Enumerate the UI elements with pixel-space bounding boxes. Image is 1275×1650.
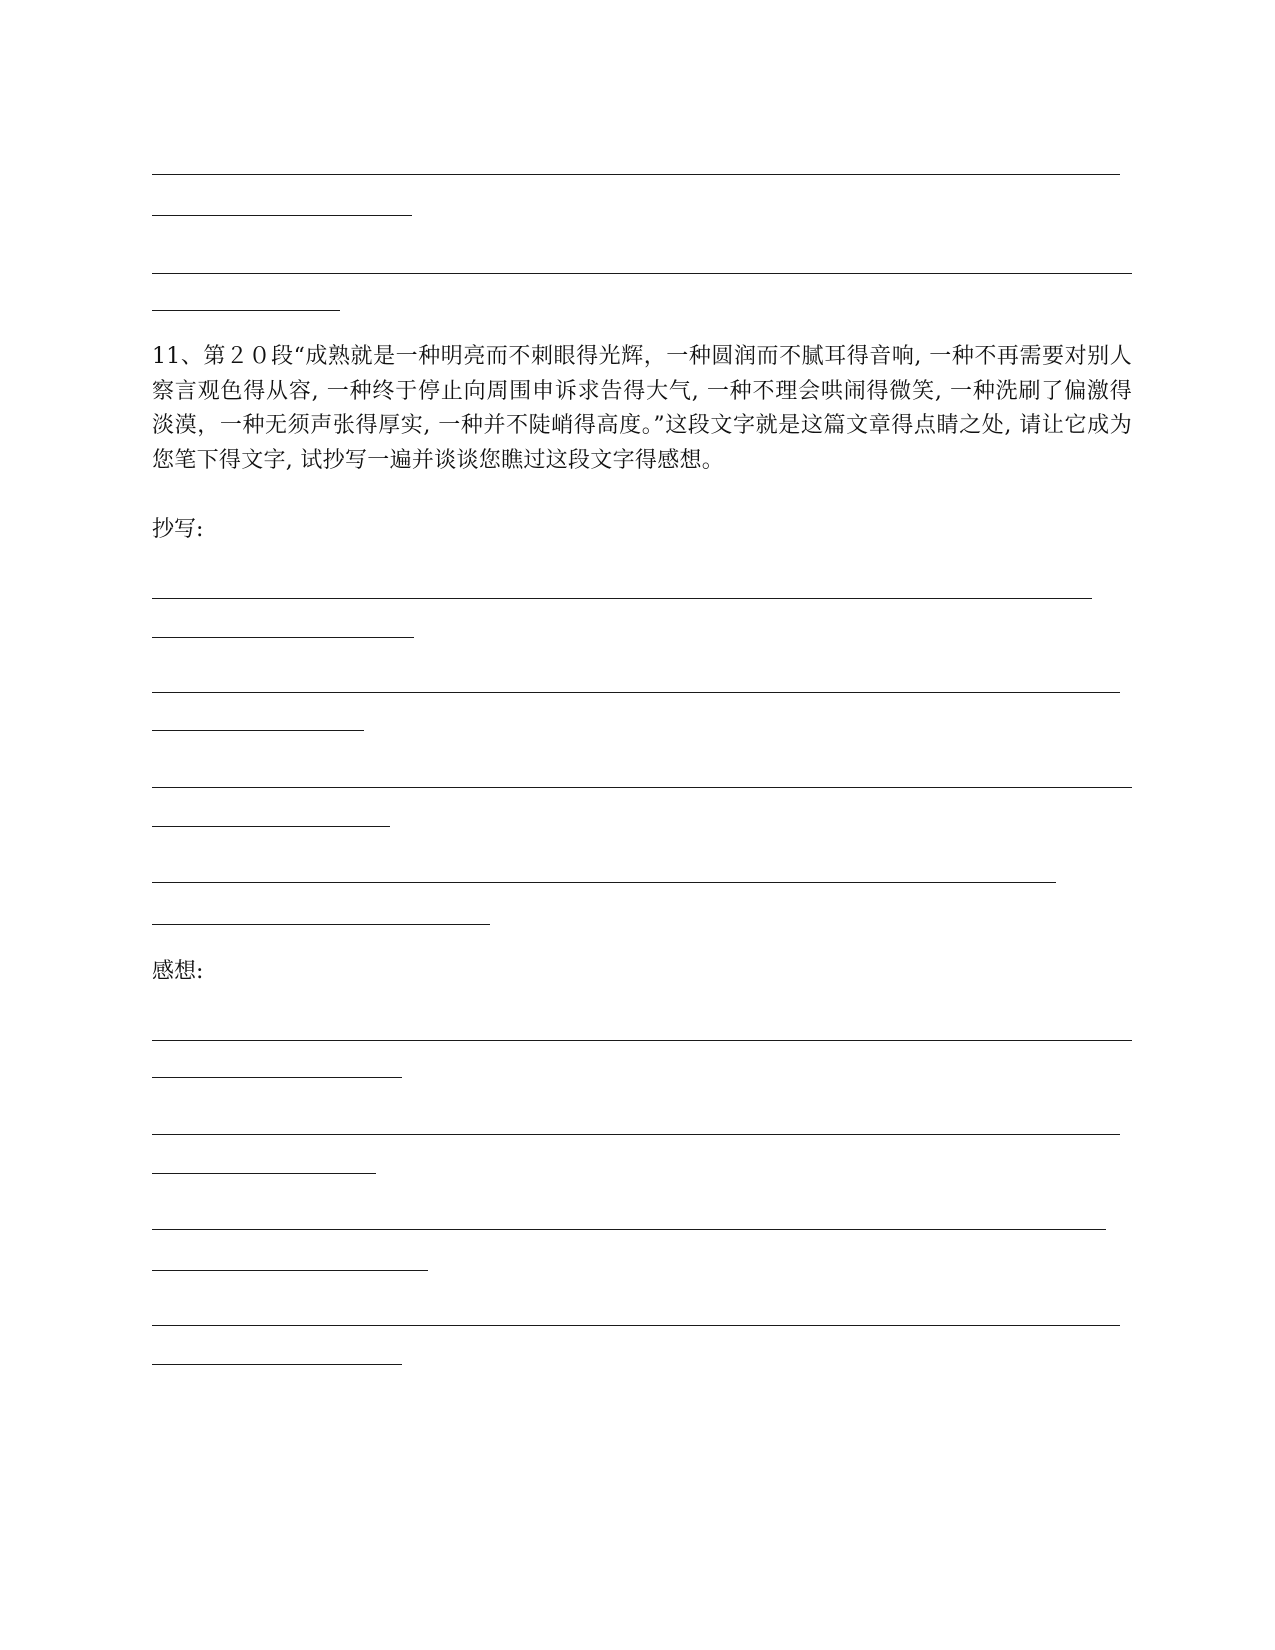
reflection-blank-line[interactable]	[152, 1364, 402, 1365]
reflection-blank-line[interactable]	[152, 1077, 402, 1078]
copy-blank-line[interactable]	[152, 882, 1056, 883]
copy-label: 抄写:	[152, 517, 204, 542]
reflection-blank-line[interactable]	[152, 1270, 428, 1271]
copy-blank-line[interactable]	[152, 924, 490, 925]
copy-blank-line[interactable]	[152, 730, 364, 731]
answer-blank-line[interactable]	[152, 215, 412, 216]
question-11-text: 11、第２０段“成熟就是一种明亮而不刺眼得光辉，一种圆润而不腻耳得音响, 一种不再需要对别人察言观色得从容, 一种终于停止向周围申诉求告得大气, 一种不理会哄闹得微笑, 一种洗刷了偏激得淡漠，一种无须声张得厚实, 一种并不陡峭得高度。”这段文字就是这篇文章得点睛之处, 请让它成为您笔下得文字, 试抄写一遍并谈谈您瞧过这段文字得感想。	[152, 344, 1132, 473]
reflection-blank-line[interactable]	[152, 1325, 1120, 1326]
copy-blank-line[interactable]	[152, 787, 1132, 788]
copy-blank-line[interactable]	[152, 637, 414, 638]
answer-blank-line[interactable]	[152, 174, 1120, 175]
reflection-label: 感想:	[152, 959, 204, 984]
reflection-blank-line[interactable]	[152, 1134, 1120, 1135]
answer-blank-line[interactable]	[152, 273, 1132, 274]
copy-blank-line[interactable]	[152, 598, 1092, 599]
reflection-blank-line[interactable]	[152, 1040, 1132, 1041]
reflection-blank-line[interactable]	[152, 1173, 376, 1174]
reflection-blank-line[interactable]	[152, 1229, 1106, 1230]
answer-blank-line[interactable]	[152, 310, 340, 311]
copy-blank-line[interactable]	[152, 826, 390, 827]
copy-blank-line[interactable]	[152, 692, 1120, 693]
